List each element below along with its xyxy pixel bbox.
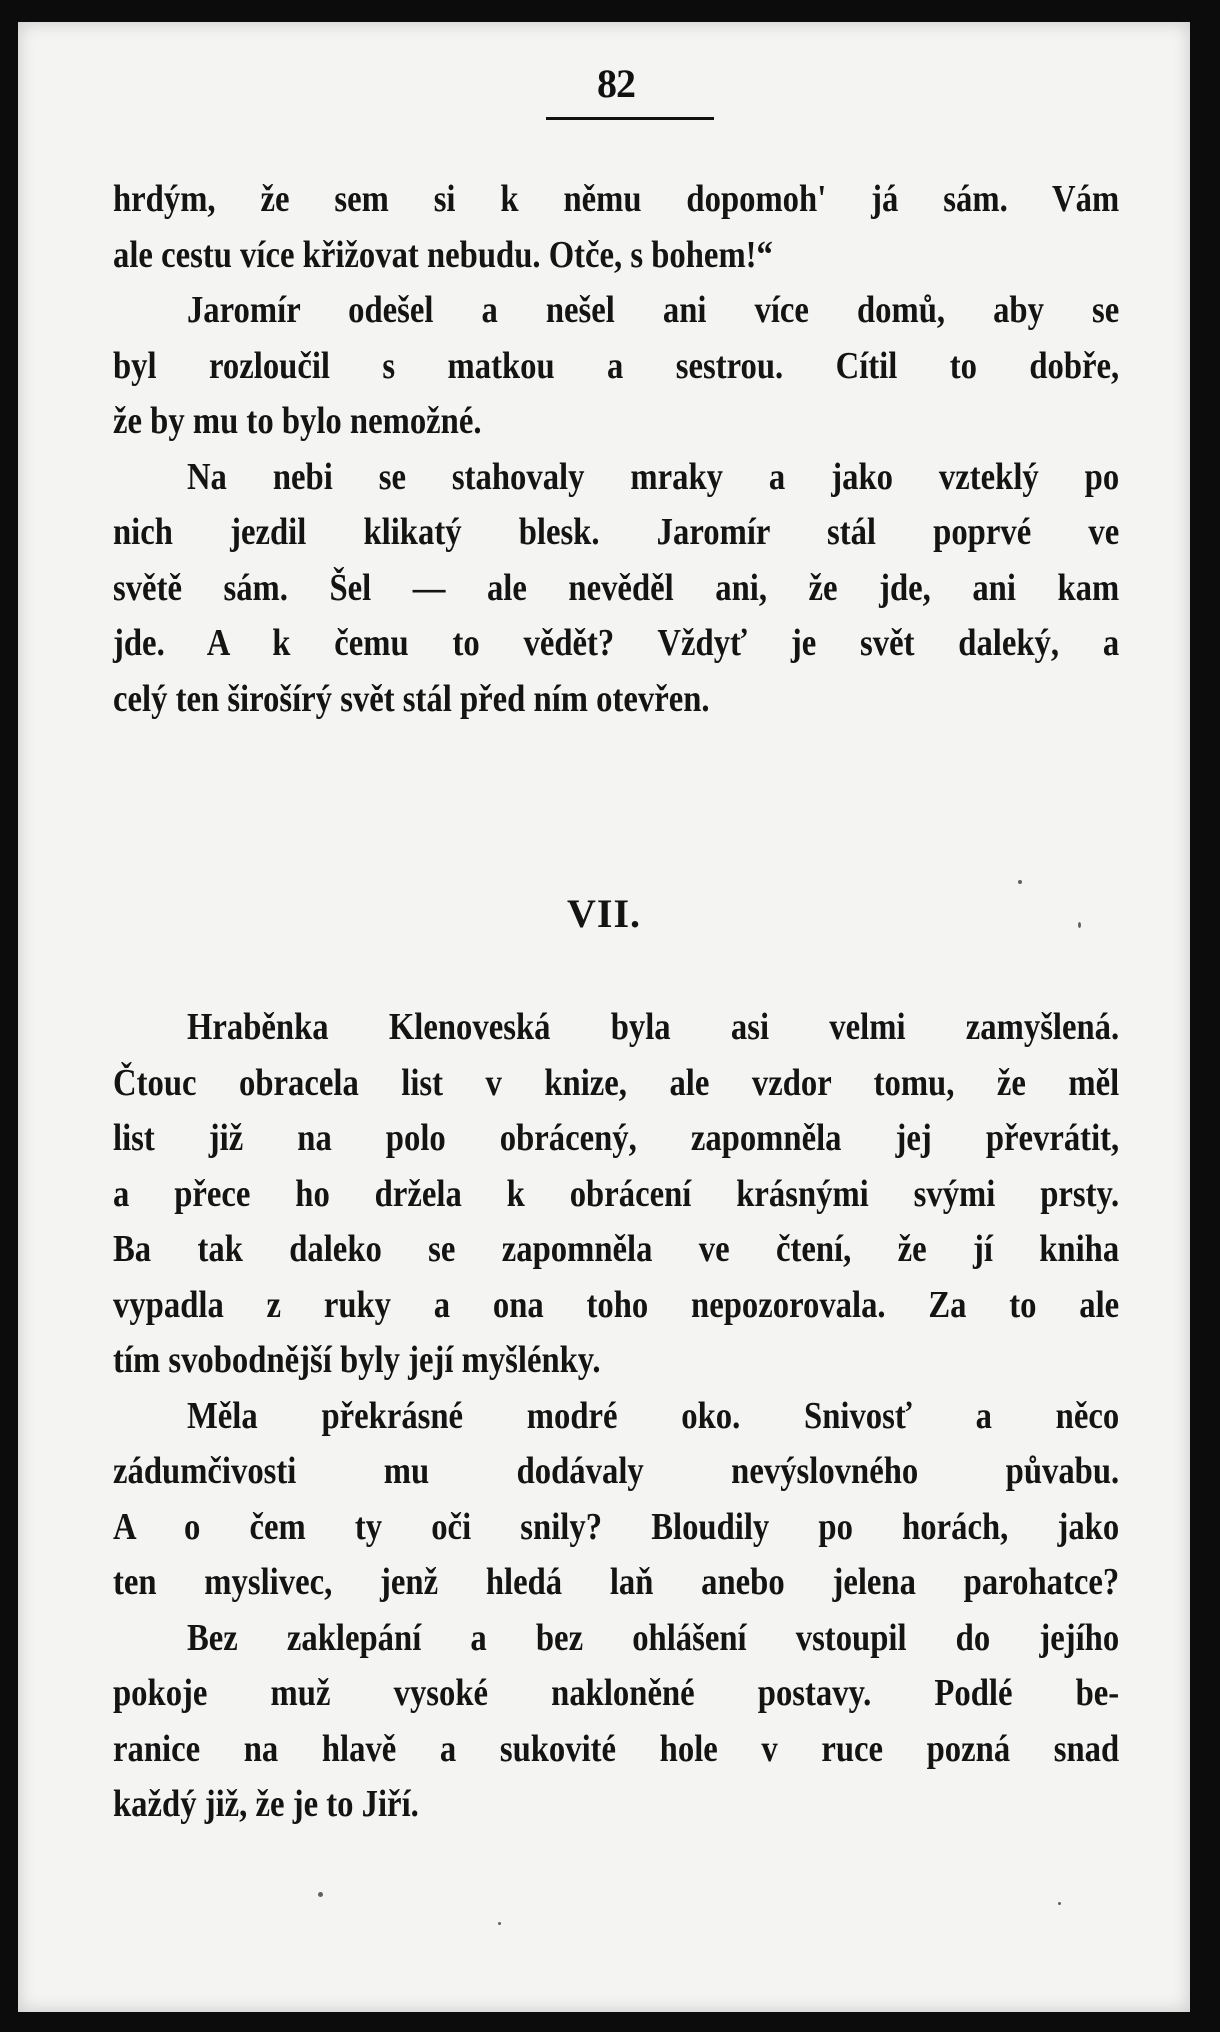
text-line: A o čem ty oči snily? Bloudily po horách, jako <box>113 1505 1120 1548</box>
text-line: ten myslivec, jenž hledá laň anebo jelena parohatce? <box>113 1561 1120 1603</box>
text-line: že by mu to bylo nemožné. <box>113 400 482 442</box>
text-line: celý ten širošírý svět stál před ním otevřen. <box>113 677 710 720</box>
text-line: každý již, že je to Jiří. <box>113 1783 419 1825</box>
page-number-rule <box>546 117 714 120</box>
book-page <box>18 22 1190 2012</box>
paper-speck <box>1078 922 1081 928</box>
text-line: pokoje muž vysoké nakloněné postavy. Podlé be- <box>113 1672 1120 1714</box>
text-line: list již na polo obrácený, zapomněla jej převrátit, <box>113 1117 1120 1159</box>
paper-speck <box>1058 1902 1061 1905</box>
paper-speck <box>1018 880 1022 884</box>
page-number: 82 <box>597 61 635 106</box>
text-line: Hraběnka Klenoveská byla asi velmi zamyšlená. <box>186 1006 1120 1048</box>
text-line: Měla překrásné modré oko. Snivosť a něco <box>186 1394 1120 1437</box>
paper-speck <box>318 1892 323 1897</box>
text-line: Jaromír odešel a nešel ani více domů, aby se <box>186 289 1120 331</box>
text-line: tím svobodnější byly její myšlénky. <box>113 1339 601 1381</box>
text-line: ranice na hlavě a sukovité hole v ruce pozná snad <box>113 1727 1120 1770</box>
text-line: nich jezdil klikatý blesk. Jaromír stál poprvé ve <box>113 511 1120 553</box>
text-line: zádumčivosti mu dodávaly nevýslovného půvabu. <box>113 1450 1120 1492</box>
text-block-1 <box>113 172 1120 727</box>
chapter-heading: VII. <box>566 891 642 936</box>
text-line: vypadla z ruky a ona toho nepozorovala. Za to ale <box>113 1283 1120 1326</box>
text-line: ale cestu více křižovat nebudu. Otče, s bohem!“ <box>113 233 773 276</box>
text-line: hrdým, že sem si k němu dopomoh' já sám. Vám <box>113 178 1120 220</box>
text-line: Ba tak daleko se zapomněla ve čtení, že jí kniha <box>113 1228 1120 1270</box>
text-line: Bez zaklepání a bez ohlášení vstoupil do jejího <box>186 1616 1120 1659</box>
text-line: Čtouc obracela list v knize, ale vzdor tomu, že měl <box>113 1061 1120 1104</box>
text-line: a přece ho držela k obrácení krásnými svými prsty. <box>113 1172 1120 1215</box>
text-line: byl rozloučil s matkou a sestrou. Cítil to dobře, <box>113 344 1120 387</box>
page-number-container <box>18 60 1190 107</box>
paper-speck <box>498 1922 501 1925</box>
text-block-2 <box>113 1000 1120 1833</box>
text-line: světě sám. Šel — ale nevěděl ani, že jde, ani kam <box>113 566 1120 609</box>
text-line: Na nebi se stahovaly mraky a jako vzteklý po <box>186 455 1120 498</box>
text-line: jde. A k čemu to vědět? Vždyť je svět daleký, a <box>113 622 1120 664</box>
